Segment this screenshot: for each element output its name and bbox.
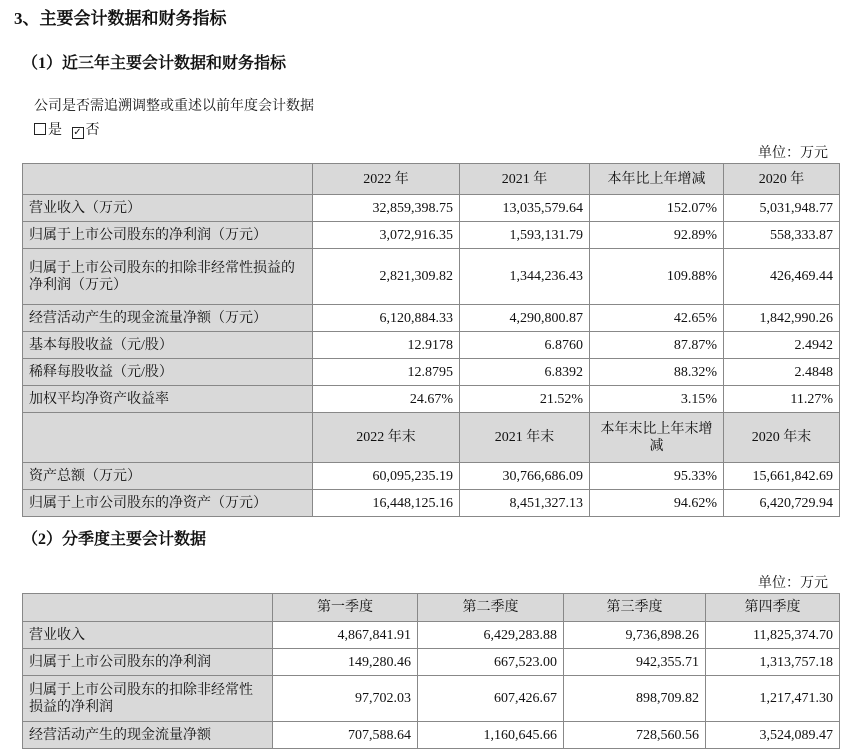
- column-header: [23, 413, 313, 463]
- table-row: [23, 332, 840, 359]
- table-row: [23, 622, 840, 649]
- table-row: [23, 195, 840, 222]
- column-header: 2022 年末: [313, 413, 460, 463]
- row-label: 营业收入: [23, 622, 273, 649]
- column-header: [23, 164, 313, 195]
- table-row: [23, 222, 840, 249]
- cell-value: 6.8392: [460, 359, 590, 386]
- cell-value: 24.67%: [313, 386, 460, 413]
- cell-value: 88.32%: [590, 359, 724, 386]
- column-header: 第二季度: [418, 594, 564, 622]
- table-header-row: [23, 413, 840, 463]
- cell-value: 15,661,842.69: [724, 463, 840, 490]
- column-header: 2022 年: [313, 164, 460, 195]
- column-header: 第三季度: [564, 594, 706, 622]
- cell-value: 607,426.67: [418, 676, 564, 722]
- row-label: 经营活动产生的现金流量净额: [23, 722, 273, 749]
- checkbox-yes[interactable]: [34, 123, 46, 135]
- cell-value: 6.8760: [460, 332, 590, 359]
- cell-value: 21.52%: [460, 386, 590, 413]
- quarterly-data-table: [22, 593, 840, 749]
- table-header-row: [23, 164, 840, 195]
- cell-value: 2.4848: [724, 359, 840, 386]
- cell-value: 87.87%: [590, 332, 724, 359]
- checkbox-no-checked[interactable]: ✓: [73, 127, 82, 138]
- column-header: 第一季度: [273, 594, 418, 622]
- cell-value: 94.62%: [590, 490, 724, 517]
- column-header: 2021 年: [460, 164, 590, 195]
- restatement-options: [34, 119, 100, 139]
- column-header: [23, 594, 273, 622]
- cell-value: 1,217,471.30: [706, 676, 840, 722]
- cell-value: 1,593,131.79: [460, 222, 590, 249]
- cell-value: 4,290,800.87: [460, 305, 590, 332]
- section-title: 3、主要会计数据和财务指标: [14, 9, 227, 28]
- annual-data-table: [22, 163, 840, 517]
- cell-value: 97,702.03: [273, 676, 418, 722]
- table-header-row: [23, 594, 840, 622]
- row-label: 营业收入（万元）: [23, 195, 313, 222]
- table-row: [23, 490, 840, 517]
- cell-value: 5,031,948.77: [724, 195, 840, 222]
- cell-value: 3,524,089.47: [706, 722, 840, 749]
- cell-value: 95.33%: [590, 463, 724, 490]
- cell-value: 30,766,686.09: [460, 463, 590, 490]
- cell-value: 42.65%: [590, 305, 724, 332]
- cell-value: 1,842,990.26: [724, 305, 840, 332]
- table-row: [23, 649, 840, 676]
- cell-value: 728,560.56: [564, 722, 706, 749]
- cell-value: 12.8795: [313, 359, 460, 386]
- cell-value: 12.9178: [313, 332, 460, 359]
- cell-value: 149,280.46: [273, 649, 418, 676]
- cell-value: 109.88%: [590, 249, 724, 305]
- table-row: [23, 305, 840, 332]
- row-label: 加权平均净资产收益率: [23, 386, 313, 413]
- cell-value: 152.07%: [590, 195, 724, 222]
- row-label: 稀释每股收益（元/股）: [23, 359, 313, 386]
- cell-value: 16,448,125.16: [313, 490, 460, 517]
- option-no-label: 否: [85, 123, 100, 138]
- row-label: 经营活动产生的现金流量净额（万元）: [23, 305, 313, 332]
- cell-value: 92.89%: [590, 222, 724, 249]
- cell-value: 13,035,579.64: [460, 195, 590, 222]
- subsection-2-title: （2）分季度主要会计数据: [22, 531, 207, 548]
- cell-value: 11.27%: [724, 386, 840, 413]
- unit-label-1: 单位：万元: [758, 146, 828, 161]
- table-row: [23, 249, 840, 305]
- cell-value: 6,420,729.94: [724, 490, 840, 517]
- cell-value: 11,825,374.70: [706, 622, 840, 649]
- cell-value: 3,072,916.35: [313, 222, 460, 249]
- column-header: 第四季度: [706, 594, 840, 622]
- cell-value: 707,588.64: [273, 722, 418, 749]
- cell-value: 2.4942: [724, 332, 840, 359]
- column-header: 2020 年末: [724, 413, 840, 463]
- table-row: [23, 386, 840, 413]
- row-label: 归属于上市公司股东的净资产（万元）: [23, 490, 313, 517]
- row-label: 归属于上市公司股东的净利润: [23, 649, 273, 676]
- cell-value: 426,469.44: [724, 249, 840, 305]
- cell-value: 1,313,757.18: [706, 649, 840, 676]
- cell-value: 9,736,898.26: [564, 622, 706, 649]
- column-header: 2020 年: [724, 164, 840, 195]
- cell-value: 60,095,235.19: [313, 463, 460, 490]
- column-header: 2021 年末: [460, 413, 590, 463]
- option-yes-label: 是: [48, 123, 62, 138]
- cell-value: 4,867,841.91: [273, 622, 418, 649]
- row-label: 归属于上市公司股东的净利润（万元）: [23, 222, 313, 249]
- unit-label-2: 单位：万元: [758, 576, 828, 591]
- row-label: 归属于上市公司股东的扣除非经常性损益的净利润（万元）: [23, 249, 313, 305]
- row-label: 归属于上市公司股东的扣除非经常性损益的净利润: [23, 676, 273, 722]
- table-row: [23, 676, 840, 722]
- table-row: [23, 463, 840, 490]
- row-label: 资产总额（万元）: [23, 463, 313, 490]
- cell-value: 942,355.71: [564, 649, 706, 676]
- row-label: 基本每股收益（元/股）: [23, 332, 313, 359]
- subsection-1-title: （1）近三年主要会计数据和财务指标: [22, 55, 287, 72]
- cell-value: 898,709.82: [564, 676, 706, 722]
- cell-value: 2,821,309.82: [313, 249, 460, 305]
- table-row: [23, 359, 840, 386]
- cell-value: 558,333.87: [724, 222, 840, 249]
- cell-value: 3.15%: [590, 386, 724, 413]
- cell-value: 6,429,283.88: [418, 622, 564, 649]
- table-row: [23, 722, 840, 749]
- cell-value: 8,451,327.13: [460, 490, 590, 517]
- cell-value: 667,523.00: [418, 649, 564, 676]
- cell-value: 6,120,884.33: [313, 305, 460, 332]
- cell-value: 1,160,645.66: [418, 722, 564, 749]
- restatement-question: 公司是否需追溯调整或重述以前年度会计数据: [34, 99, 314, 114]
- column-header: 本年末比上年末增减: [590, 413, 724, 463]
- column-header: 本年比上年增减: [590, 164, 724, 195]
- cell-value: 32,859,398.75: [313, 195, 460, 222]
- cell-value: 1,344,236.43: [460, 249, 590, 305]
